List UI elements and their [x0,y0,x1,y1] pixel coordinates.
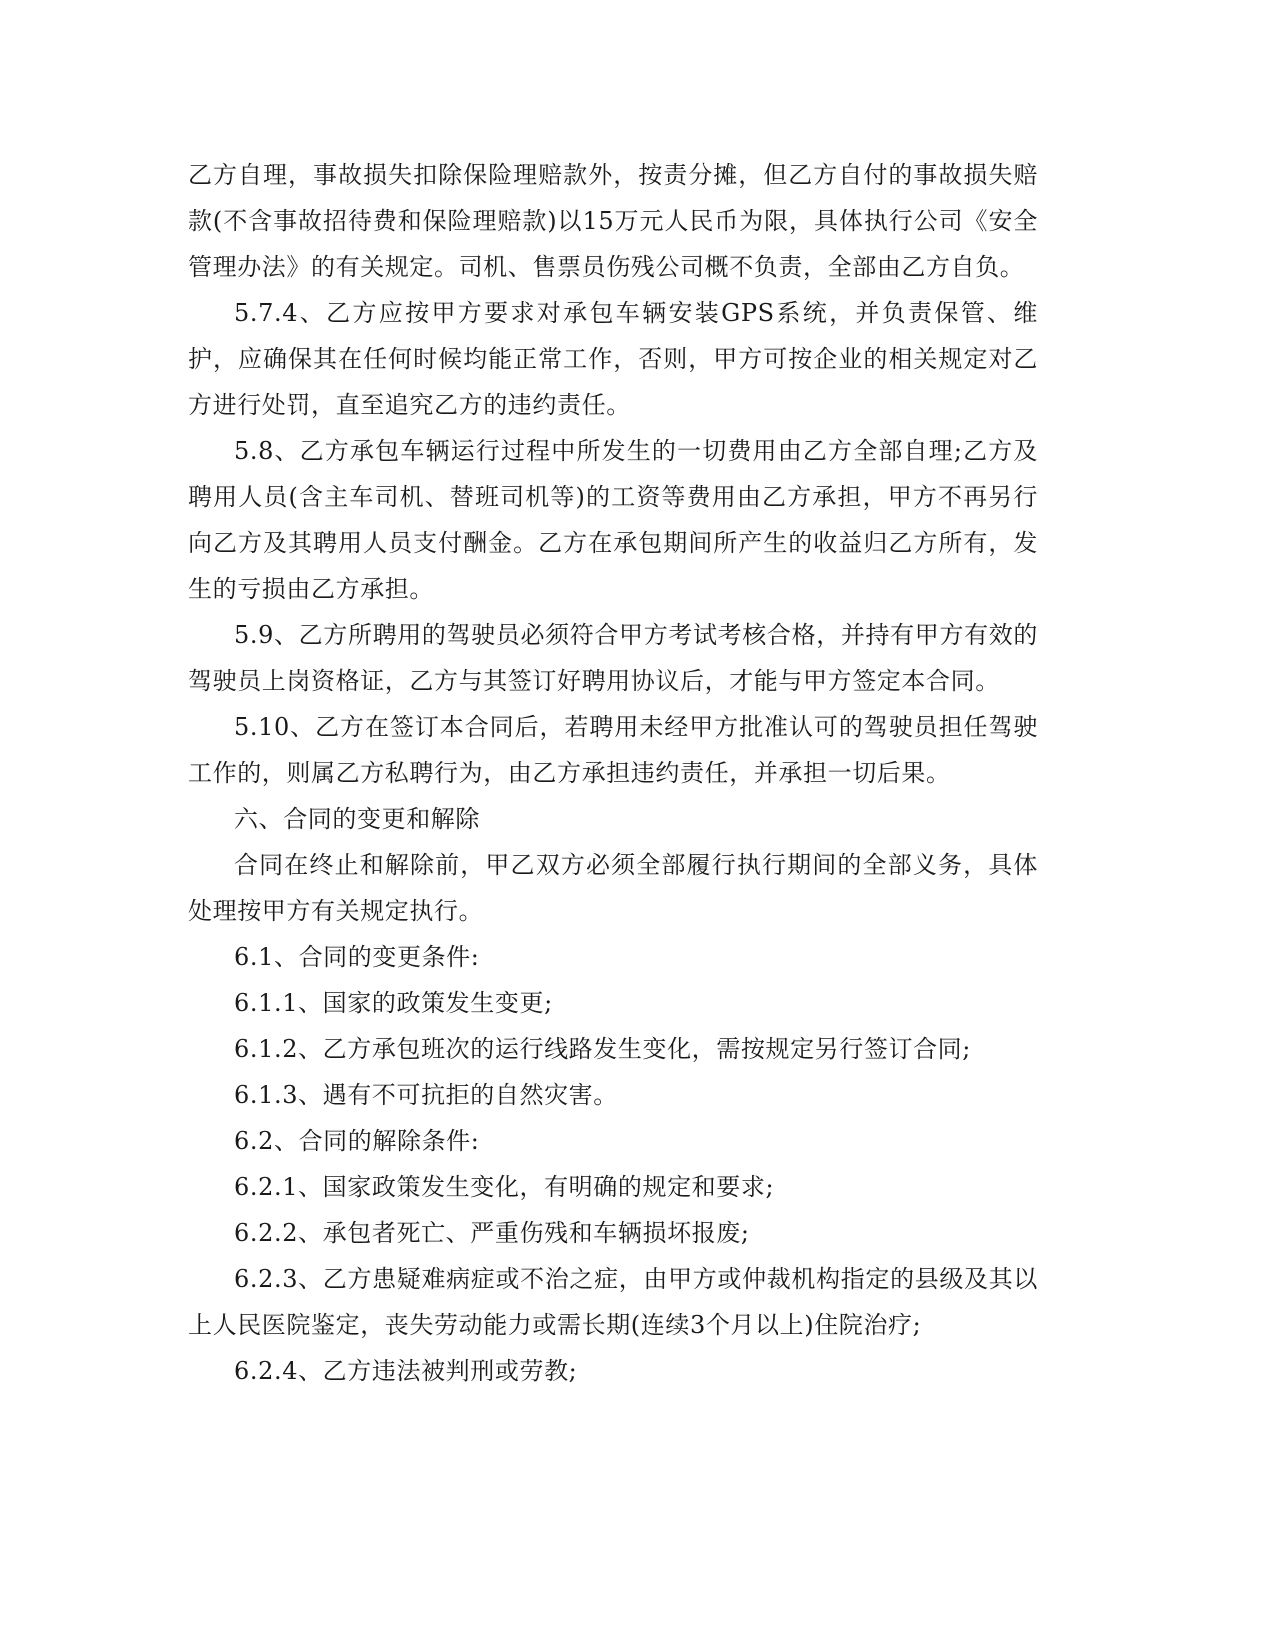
paragraph-5-10: 5.10、乙方在签订本合同后，若聘用未经甲方批准认可的驾驶员担任驾驶工作的，则属乙方私聘行为，由乙方承担违约责任，并承担一切后果。 [188,713,1038,787]
paragraph-6-1: 6.1、合同的变更条件: [234,943,480,971]
paragraph-6-2-2: 6.2.2、承包者死亡、严重伤残和车辆损坏报废; [234,1219,750,1247]
paragraph-6-2-1: 6.2.1、国家政策发生变化，有明确的规定和要求; [234,1173,775,1201]
paragraph-5-8: 5.8、乙方承包车辆运行过程中所发生的一切费用由乙方全部自理;乙方及聘用人员(含主车司机、替班司机等)的工资等费用由乙方承担，甲方不再另行向乙方及其聘用人员支付酬金。乙方在承包期间所产生的收益归乙方所有，发生的亏损由乙方承担。 [188,437,1038,603]
paragraph-5-9: 5.9、乙方所聘用的驾驶员必须符合甲方考试考核合格，并持有甲方有效的驾驶员上岗资格证，乙方与其签订好聘用协议后，才能与甲方签定本合同。 [188,621,1038,695]
paragraph-6-2: 6.2、合同的解除条件: [234,1127,480,1155]
paragraph-5-7-4: 5.7.4、乙方应按甲方要求对承包车辆安装GPS系统，并负责保管、维护，应确保其在任何时候均能正常工作，否则，甲方可按企业的相关规定对乙方进行处罚，直至追究乙方的违约责任。 [188,299,1038,419]
paragraph-6-2-4: 6.2.4、乙方违法被判刑或劳教; [234,1357,578,1385]
paragraph-6-2-3: 6.2.3、乙方患疑难病症或不治之症，由甲方或仲裁机构指定的县级及其以上人民医院鉴定，丧失劳动能力或需长期(连续3个月以上)住院治疗; [188,1265,1038,1339]
paragraph-6-1-3: 6.1.3、遇有不可抗拒的自然灾害。 [234,1081,618,1109]
paragraph-accident-liability: 乙方自理，事故损失扣除保险理赔款外，按责分摊，但乙方自付的事故损失赔款(不含事故招待费和保险理赔款)以15万元人民币为限，具体执行公司《安全管理办法》的有关规定。司机、售票员伤残公司概不负责，全部由乙方自负。 [188,161,1038,281]
paragraph-6-1-2: 6.1.2、乙方承包班次的运行线路发生变化，需按规定另行签订合同; [234,1035,971,1063]
document-body [188,152,1038,1394]
section-heading-6: 六、合同的变更和解除 [234,805,480,833]
paragraph-section-6-intro: 合同在终止和解除前，甲乙双方必须全部履行执行期间的全部义务，具体处理按甲方有关规定执行。 [188,851,1038,925]
paragraph-6-1-1: 6.1.1、国家的政策发生变更; [234,989,553,1017]
